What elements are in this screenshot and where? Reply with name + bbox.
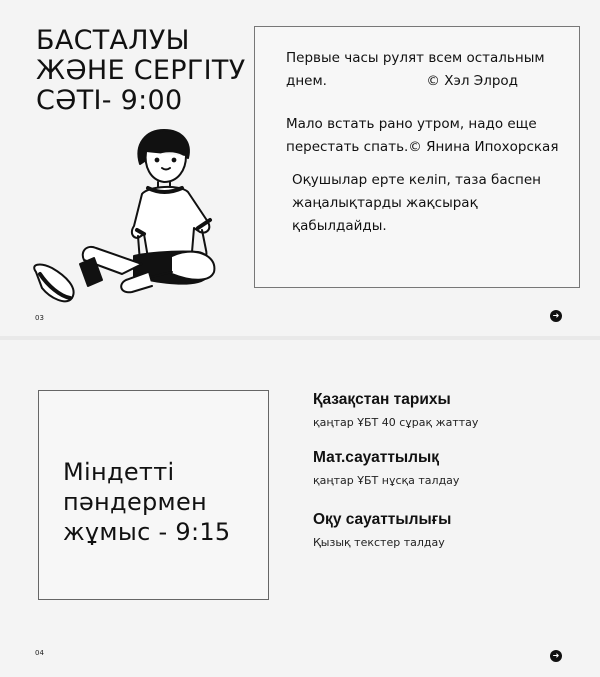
- slide-title: Міндетті пәндермен жұмыс - 9:15: [63, 458, 231, 546]
- slide-title: БАСТАЛУЫ ЖӘНЕ СЕРГІТУ СӘТІ- 9:00: [36, 25, 246, 116]
- subject-item: [313, 390, 478, 430]
- quote-line: днем.: [286, 73, 327, 89]
- subject-item: [313, 448, 459, 488]
- arrow-right-icon[interactable]: ➜: [550, 650, 562, 662]
- quote-yanina: Мало встать рано утром, надо еще перестать спать.© Янина Ипохорская: [286, 116, 559, 155]
- page-number: 03: [35, 314, 44, 322]
- subject-task: қаңтар ҰБТ нұсқа талдау: [313, 474, 460, 487]
- subject-name: Мат.сауаттылық: [313, 449, 439, 466]
- sitting-boy-illustration: [22, 122, 232, 322]
- subject-name: Қазақстан тарихы: [313, 391, 451, 408]
- title-box: [38, 390, 269, 600]
- page-number: 04: [35, 649, 44, 657]
- slide-03: [0, 0, 600, 336]
- quote-line: Первые часы рулят всем остальным: [286, 50, 545, 66]
- quote-author: © Хэл Элрод: [426, 73, 518, 89]
- subject-name: Оқу сауаттылығы: [313, 511, 452, 528]
- arrow-right-icon[interactable]: ➜: [550, 310, 562, 322]
- slide-04: [0, 340, 600, 677]
- subject-item: [313, 510, 451, 550]
- subject-task: Қызық текстер талдау: [313, 536, 445, 549]
- quotes-box: [254, 26, 580, 288]
- subject-task: қаңтар ҰБТ 40 сұрақ жаттау: [313, 416, 479, 429]
- slide-note: Оқушылар ерте келіп, таза баспен жаңалықтарды жақсырақ қабылдайды.: [292, 172, 541, 234]
- quote-hal-elrod: [286, 47, 576, 93]
